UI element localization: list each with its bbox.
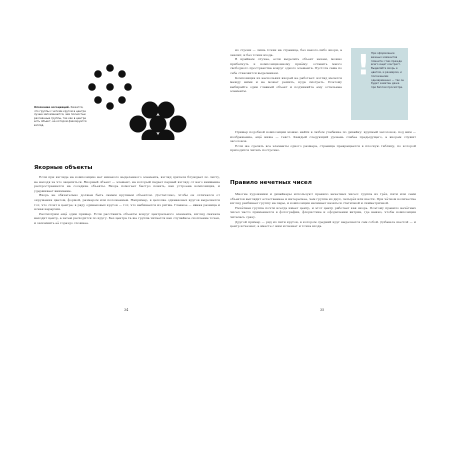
small-dot-cluster: [88, 64, 132, 110]
right-column-2: [230, 130, 416, 153]
paragraph: из строки — лишь точки на странице, без какого-либо якоря, а значит, и без точки входа.: [230, 48, 342, 57]
paragraph: Если при взгляде на композицию нет никакого выделенного элемента, взгляд зрителя блуждает по листу, не находя за что зацепиться. Якорный объект — элемент, на который падает первый взгляд; от него внимание распространяется на соседние объекты. Якорь помогает быстро понять, как устроена композиция, и удерживает внимание.: [34, 175, 220, 193]
section-heading-anchor: Якорные объекты: [34, 165, 93, 171]
large-dot-cluster: [130, 102, 187, 141]
dot: [124, 83, 132, 91]
paragraph: Пример подобной композиции можно найти в любом учебнике по дизайну: крупный заголовок, под ним — изображение, ещё ниже — текст. Каждый следующий уровень слабее предыдущего, а якорем служит заголовок.: [230, 130, 416, 144]
dot: [106, 64, 114, 72]
sidebar-text: При оформлении важных элементов помните: глаз прежде всего ищет контраст. Выделяйте якорь и цветом, и размером, и положением одновременно — так он будет заметен даже при беглом просмотре.: [371, 52, 404, 90]
paragraph: Якорь не обязательно должен быть самым крупным объектом. Достаточно, чтобы он отличался от окружения цветом, формой, размером или положением. Например, в цепочке одинаковых кругов выделяется тот, что стоит в центре; в ряду одинаковых кругов — тот, что выбивается из ритма. Главное — явная разница и ясная иерархия.: [34, 193, 220, 212]
paragraph: Многие художники и дизайнеры используют правило нечетных чисел: группа из трёх, пяти или семи объектов выглядит естественнее и интереснее, чем группа из двух, четырёх или шести. При чётном количестве взгляд разбивает группу на пары, и композиция начинает казаться статичной и симметричной.: [230, 192, 416, 206]
page-number-left: 34: [124, 308, 129, 312]
exclamation-icon: !: [357, 48, 370, 81]
left-body: [34, 175, 220, 226]
dot: [94, 70, 102, 78]
dot: [88, 83, 96, 91]
paragraph: Нечётная группа почти всегда имеет центр, и этот центр работает как якорь. Поэтому правило нечётных чисел часто применяется в фотографии, флористике и оформлении витрин, где важно, чтобы композиция читалась сразу.: [230, 205, 416, 219]
right-body: [230, 192, 416, 229]
paragraph: Рассмотрим ещё один пример. Если расставить объекты вокруг центрального элемента, взгляд сначала находит центр, а затем расходится по кругу. Без центра та же группа читается как случайное скопление точек, и запомнить её гораздо сложнее.: [34, 211, 220, 225]
figure-caption: [34, 106, 88, 128]
paragraph: Композиция из нескольких якорей не работает: взгляд мечется между ними и не может решить, куда смотреть. Поэтому выбирайте один главный объект и подчиняйте ему остальные элементы.: [230, 75, 342, 94]
right-page: [230, 38, 416, 324]
book-spread: [34, 38, 416, 324]
left-page: [34, 38, 220, 324]
section-heading-odd-numbers: Правило нечетных чисел: [230, 180, 312, 186]
paragraph: Другой пример — ряд из пяти кругов, в котором средний круг выделяется сам собой. Добавьте шестой — и центр исчезнет, а вместе с ним исчезнет и точка входа.: [230, 219, 416, 229]
dot: [170, 116, 187, 133]
caption-bold: Опознание ассоциаций.: [34, 106, 70, 109]
right-column-1: [230, 48, 342, 94]
dot: [118, 96, 126, 104]
page-number-right: 35: [320, 308, 325, 312]
dot: [106, 83, 114, 91]
tip-sidebar: [351, 48, 408, 120]
dot: [130, 116, 147, 133]
dot: [106, 102, 114, 110]
dot: [94, 96, 102, 104]
paragraph: Если же сделать все элементы одного размера, страница превращается в плоскую таблицу, по которой приходится читать построчно.: [230, 143, 416, 153]
paragraph: В крайнем случае, если выделить объект нечем, можно прибегнуть к композиционному приёму: оставить много свободного пространства вокруг одного элемента. Пустота сама по себе становится выделением.: [230, 57, 342, 75]
caption-text: Кажется, что группы с четким кругом в центре лучше запоминаются, чем полностью рассеянные группы, так как в центре есть объект, на котором фиксируется взгляд.: [34, 106, 87, 127]
dot: [118, 70, 126, 78]
